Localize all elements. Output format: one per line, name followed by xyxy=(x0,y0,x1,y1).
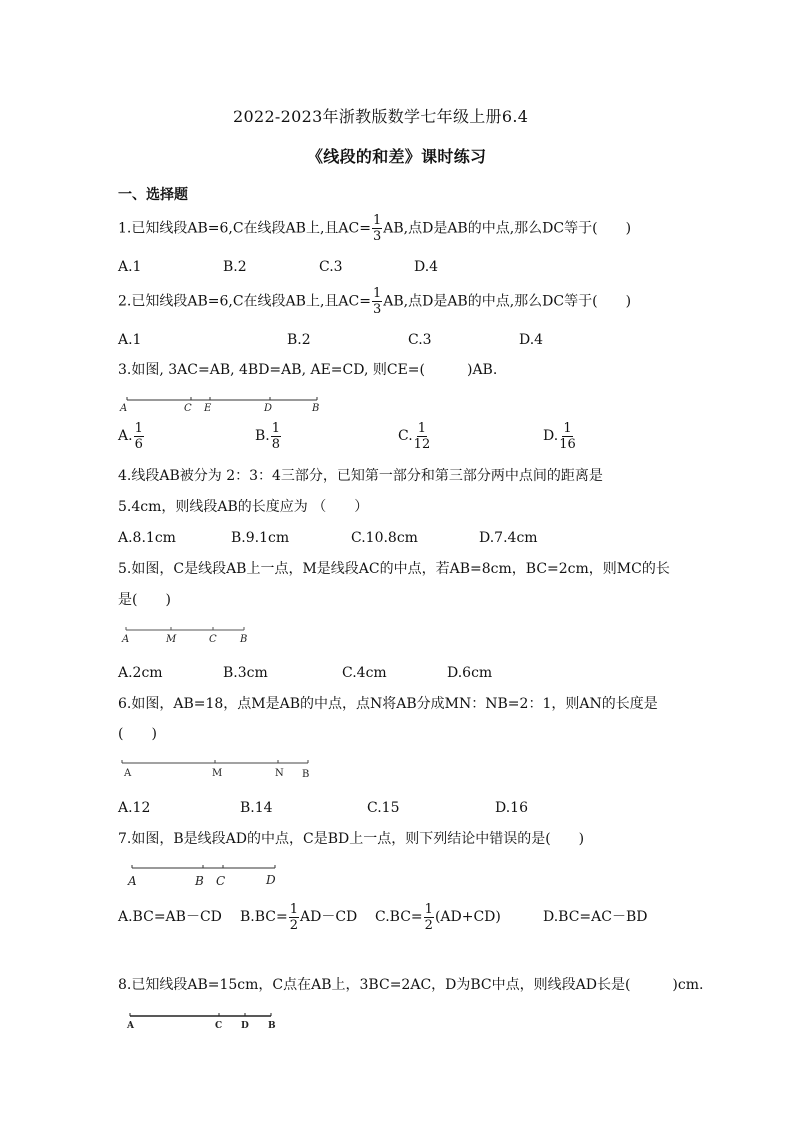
question-8-text: 8.已知线段AB=15cm，C点在AB上，3BC=2AC，D为BC中点，则线段AD长是( )cm. xyxy=(118,977,704,993)
point-label-m: M xyxy=(166,634,177,645)
q2-option-d: D.4 xyxy=(519,332,544,348)
point-label-a: A xyxy=(120,403,128,414)
document-title-line2: 《线段的和差》课时练习 xyxy=(307,147,487,166)
q5-option-a: A.2cm xyxy=(118,665,163,681)
fraction-denominator: 3 xyxy=(372,302,382,317)
q4-option-c: C.10.8cm xyxy=(351,530,418,546)
q3-option-c xyxy=(398,417,431,455)
point-label-e: E xyxy=(204,403,212,414)
fraction-denominator: 6 xyxy=(134,436,143,452)
q4-option-d: D.7.4cm xyxy=(479,530,538,546)
fraction xyxy=(559,422,576,451)
point-label-b: B xyxy=(240,634,248,645)
option-text-post: AD－CD xyxy=(300,909,358,925)
option-letter: D. xyxy=(543,428,559,444)
option-letter: B. xyxy=(255,428,270,444)
q7-option-d: D.BC=AC－BD xyxy=(543,909,648,925)
point-label-c: C xyxy=(216,874,226,888)
question-2 xyxy=(118,287,631,316)
question-2-text-pre: 2.已知线段AB=6,C在线段AB上,且AC= xyxy=(118,293,371,310)
point-label-n: N xyxy=(275,768,284,779)
point-label-b: B xyxy=(312,403,320,414)
fraction xyxy=(414,422,431,451)
fraction-denominator: 2 xyxy=(424,917,433,933)
point-label-a: A xyxy=(122,634,130,645)
fraction-denominator: 2 xyxy=(289,917,299,933)
point-label-c: C xyxy=(215,1021,223,1031)
option-letter: C. xyxy=(398,428,413,444)
q3-option-a xyxy=(118,417,145,455)
q3-option-d xyxy=(543,417,577,455)
q7-option-b xyxy=(240,898,357,936)
q6-option-d: D.16 xyxy=(495,800,528,816)
option-text-pre: B.BC= xyxy=(240,909,288,925)
point-label-d: D xyxy=(264,403,273,414)
point-label-c: C xyxy=(184,403,192,414)
q7-option-a: A.BC=AB－CD xyxy=(118,909,222,925)
fraction-numerator: 1 xyxy=(563,420,572,436)
q5-option-c: C.4cm xyxy=(342,665,387,681)
question-8-figure xyxy=(118,1011,288,1033)
point-label-d: D xyxy=(266,873,276,887)
q5-option-b: B.3cm xyxy=(223,665,268,681)
option-text-post: (AD+CD) xyxy=(434,909,501,925)
q1-option-a: A.1 xyxy=(118,259,142,275)
fraction-denominator: 8 xyxy=(271,436,281,452)
point-label-a: A xyxy=(128,874,137,888)
question-7-figure xyxy=(118,862,298,890)
question-1-text-pre: 1.已知线段AB=6,C在线段AB上,且AC= xyxy=(118,220,371,237)
fraction xyxy=(134,422,144,451)
fraction-numerator: 1 xyxy=(417,420,427,436)
fraction-numerator: 1 xyxy=(424,901,433,917)
point-label-b: B xyxy=(302,769,310,780)
question-6-figure xyxy=(118,757,318,781)
point-label-a: A xyxy=(127,1021,134,1031)
q1-option-b: B.2 xyxy=(223,259,247,275)
point-label-m: M xyxy=(212,768,223,779)
question-1-text-post: AB,点D是AB的中点,那么DC等于( ) xyxy=(383,220,632,237)
point-label-b: B xyxy=(195,874,204,888)
fraction-denominator: 16 xyxy=(559,436,576,452)
option-text-pre: C.BC= xyxy=(375,909,423,925)
q6-option-c: C.15 xyxy=(367,800,400,816)
option-letter: A. xyxy=(118,428,133,444)
q4-option-a: A.8.1cm xyxy=(118,530,176,546)
question-7-text: 7.如图，B是线段AD的中点，C是BD上一点，则下列结论中错误的是( ) xyxy=(118,831,585,847)
question-4-text-line1: 4.线段AB被分为 2：3：4三部分，已知第一部分和第三部分两中点间的距离是 xyxy=(118,468,603,484)
point-label-b: B xyxy=(268,1021,276,1031)
question-3-text: 3.如图, 3AC=AB, 4BD=AB, AE=CD, 则CE=( )AB. xyxy=(118,362,498,378)
q3-option-b xyxy=(255,417,282,455)
question-5-figure xyxy=(118,624,258,646)
q1-option-d: D.4 xyxy=(414,259,439,275)
question-5-text-line2: 是( ) xyxy=(118,592,171,608)
question-6-text-line2: ( ) xyxy=(118,726,157,742)
question-5-text-line1: 5.如图，C是线段AB上一点，M是线段AC的中点，若AB=8cm，BC=2cm，则MC的长 xyxy=(118,561,670,577)
question-2-text-post: AB,点D是AB的中点,那么DC等于( ) xyxy=(383,293,632,310)
q2-option-a: A.1 xyxy=(118,332,142,348)
question-6-text-line1: 6.如图，AB=18，点M是AB的中点，点N将AB分成MN：NB=2：1，则AN的长度是 xyxy=(118,696,658,712)
q4-option-b: B.9.1cm xyxy=(231,530,290,546)
q2-option-b: B.2 xyxy=(287,332,311,348)
fraction-numerator: 1 xyxy=(289,901,299,917)
fraction-denominator: 12 xyxy=(413,436,431,452)
q6-option-a: A.12 xyxy=(118,800,151,816)
q7-option-c xyxy=(375,898,501,936)
document-title-line1: 2022-2023年浙教版数学七年级上册6.4 xyxy=(233,107,529,126)
fraction-numerator: 1 xyxy=(271,420,281,436)
point-label-a: A xyxy=(124,768,132,779)
question-1 xyxy=(118,214,631,243)
fraction-numerator: 1 xyxy=(372,286,382,301)
q1-option-c: C.3 xyxy=(319,259,343,275)
q5-option-d: D.6cm xyxy=(447,665,493,681)
fraction xyxy=(271,422,281,451)
fraction xyxy=(372,287,382,316)
fraction xyxy=(372,214,382,243)
fraction xyxy=(289,903,299,932)
question-3-figure xyxy=(118,393,338,417)
question-4-text-line2: 5.4cm，则线段AB的长度应为 （ ） xyxy=(118,499,369,515)
fraction-numerator: 1 xyxy=(372,213,382,228)
point-label-d: D xyxy=(241,1021,249,1031)
fraction xyxy=(424,903,434,932)
q6-option-b: B.14 xyxy=(240,800,273,816)
section-heading: 一、选择题 xyxy=(118,187,188,203)
point-label-c: C xyxy=(209,634,217,645)
fraction-numerator: 1 xyxy=(134,420,143,436)
fraction-denominator: 3 xyxy=(372,229,382,244)
q2-option-c: C.3 xyxy=(408,332,432,348)
